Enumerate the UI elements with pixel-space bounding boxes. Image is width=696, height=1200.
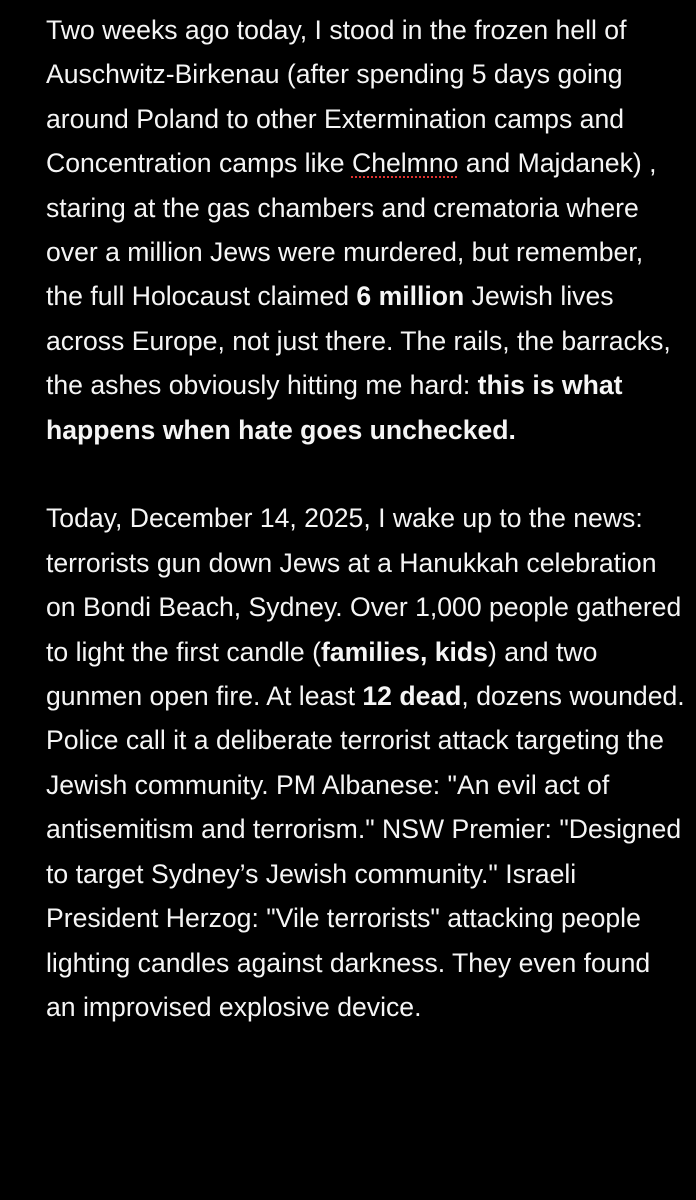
- paragraph-text: Two weeks ago today, I stood in the frozen hell of Auschwitz-Birkenau (after spending 5 days going around Poland to other Extermination camps and Concentration camps like: [46, 15, 627, 179]
- misspelled-word[interactable]: Chelmno: [351, 148, 459, 179]
- paragraph-spacer: [46, 452, 686, 496]
- bold-text: 12 dead: [362, 681, 462, 712]
- paragraph-bondi: [46, 496, 686, 1029]
- paragraph-text: and Majdanek) , staring at the gas chambers and crematoria where over a million Jews were murdered, but remember, the full Holocaust claimed: [46, 148, 657, 312]
- bold-text: this is what happens when hate goes unchecked.: [46, 370, 623, 445]
- paragraph-text: Today, December 14, 2025, I wake up to the news: terrorists gun down Jews at a Hanukkah celebration on Bondi Beach, Sydney. Over 1,000 people gathered to light the first candle (: [46, 503, 682, 667]
- bold-text: families, kids: [320, 636, 488, 667]
- bold-text: 6 million: [356, 281, 465, 312]
- paragraph-auschwitz: [46, 8, 686, 452]
- note-text-body[interactable]: [46, 8, 686, 1029]
- paragraph-text: Jewish lives across Europe, not just there. The rails, the barracks, the ashes obviously hitting me hard:: [46, 281, 671, 401]
- paragraph-text: , dozens wounded. Police call it a deliberate terrorist attack targeting the Jewish community. PM Albanese: "An evil act of antisemitism and terrorism." NSW Premier: "Designed to target Sydney’s Jewish community." Israeli President Herzog: "Vile terrorists" attacking people lighting candles against darkness. They even found an improvised explosive device.: [46, 681, 685, 1022]
- bottom-fade-overlay: [0, 1120, 696, 1200]
- paragraph-text: ) and two gunmen open fire. At least: [46, 636, 598, 712]
